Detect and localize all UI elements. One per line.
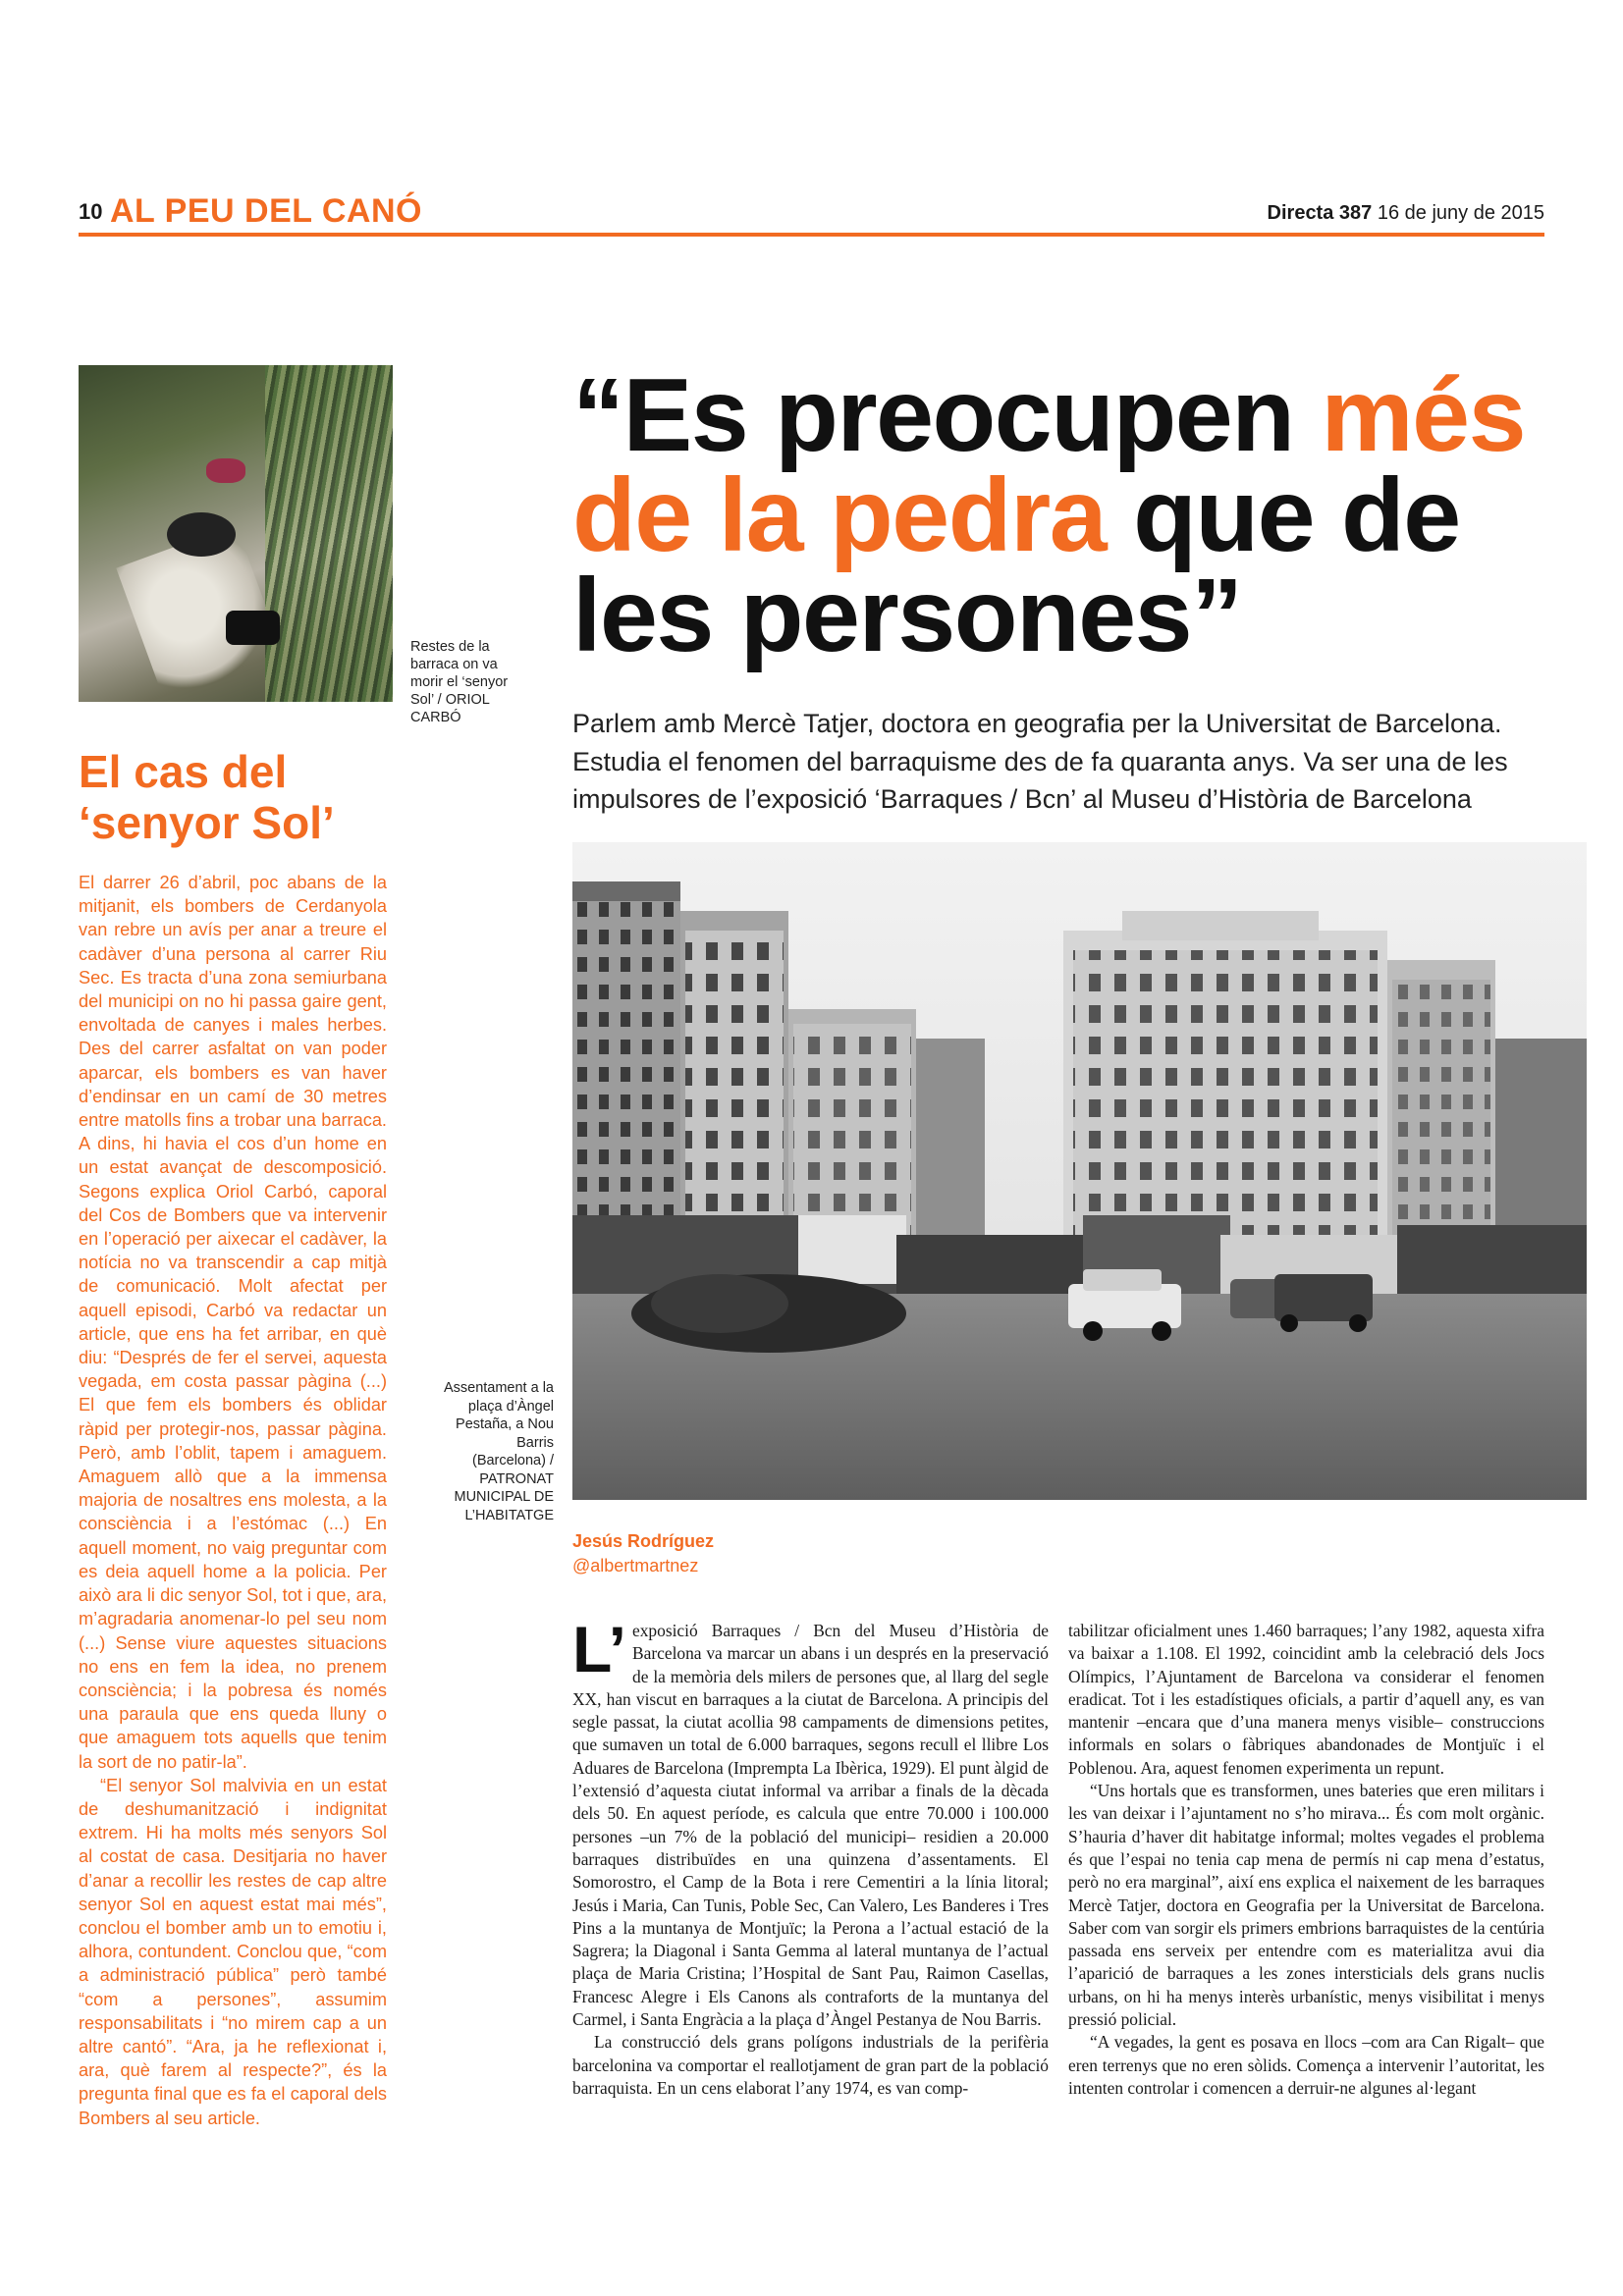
article-paragraph-text: exposició Barraques / Bcn del Museu d’Història de Barcelona va marcar un abans i un després en la preservació de la memòria dels milers de persones que, al llarg del segle XX, han viscut en barraques a la ciutat de Barcelona. A principis del segle passat, la ciutat acollia 98 campaments de dimensions petites, que sumaven un total de 6.000 barraques, segons recull el llibre Los Aduares de Barcelona (Imprempta La Ibèrica, 1929). El punt àlgid de l’extensió d’aquesta ciutat informal va arribar a finals de la dècada dels 50. En aquest període, es calcula que entre 70.000 i 100.000 persones –un 7% de la població del municipi– residien a 20.000 barraques distribuïdes en una quinzena d’assentaments. El Somorostro, el Camp de la Bota i rere Cementiri a la línia litoral; Jesús i Maria, Can Tunis, Poble Sec, Can Valero, Les Banderes i Tres Pins a la muntanya de Montjuïc; la Perona a l’actual estació de la Sagrera; la Diagonal i Santa Gemma al lateral muntanya de l’actual plaça de Maria Cristina; l’Hospital de Sant Pau, Raimon Casellas, Francesc Alegre i Els Canons als contraforts de la muntanya del Carmel, i Santa Engràcia a la plaça d’Àngel Pestanya de Nou Barris. bbox=[572, 1621, 1049, 2030]
side-article-title: El cas del ‘senyor Sol’ bbox=[79, 746, 335, 848]
page-number: 10 bbox=[79, 199, 103, 224]
side-paragraph: El darrer 26 d’abril, poc abans de la mitjanit, els bombers de Cerdanyola van rebre un avís per anar a treure el cadàver d’una persona al carrer Riu Sec. Es tracta d’una zona semiurbana del municipi on no hi passa gaire gent, envoltada de canyes i males herbes. Des del carrer asfaltat on van poder aparcar, els bombers es van haver d’endinsar en un camí de 30 metres entre matolls fins a trobar una barraca. A dins, hi havia el cos d’un home en un estat avançat de descomposició. Segons explica Oriol Carbó, caporal del Cos de Bombers que va intervenir en l’operació per aixecar el cadàver, la notícia no va transcendir a cap mitjà de comunicació. Molt afectat per aquell episodi, Carbó va redactar un article, que ens ha fet arribar, en què diu: “Després de fer el servei, aquesta vegada, em costa passar pàgina (...) El que fem els bombers és oblidar ràpid per protegir-nos, passar pàgina. Però, amb l’oblit, tapem i amaguem. Amaguem allò que a la immensa majoria de nosaltres ens molesta, a la consciència i a l’estómac (...) En aquell moment, no vaig preguntar com es deia aquell home a la policia. Per això ara li dic senyor Sol, tot i que, ara, m’agradaria anomenar-lo pel seu nom (...) Sense viure aquestes situacions no ens en fem la idea, no prenem consciència; i la pobresa és només una paraula que ens queda lluny o que amaguem tots aquells que tenim la sort de no patir-la”. bbox=[79, 873, 387, 1772]
author-name: Jesús Rodríguez bbox=[572, 1531, 715, 1551]
side-photo bbox=[79, 365, 393, 702]
publication-info bbox=[1268, 202, 1544, 225]
headline-part: “Es preocupen bbox=[572, 357, 1322, 473]
article-column-2 bbox=[1068, 1620, 1544, 2100]
side-article-body bbox=[79, 871, 387, 2130]
article-paragraph: “A vegades, la gent es posava en llocs –com ara Can Rigalt– que eren terrenys que no eren sòlids. Comença a intervenir l’autoritat, les intenten controlar i comencen a derruir-ne algunes al·legant bbox=[1068, 2032, 1544, 2098]
main-photo-caption: Assentament a la plaça d’Àngel Pestaña, a Nou Barris (Barcelona) / PATRONAT MUNICIPAL DE L’HABITATGE bbox=[443, 1380, 554, 1523]
article-paragraph: tabilitzar oficialment unes 1.460 barraques; l’any 1982, aquesta xifra va baixar a 1.108. El 1992, coincidint amb la celebració dels Jocs Olímpics, l’Ajuntament de Barcelona va considerar el fenomen eradicat. Tot i les estadístiques oficials, a partir d’aquell any, es van mantenir –encara que d’una manera menys visible– construccions informals en solars o fàbriques abandonades de Montjuïc i el Poblenou. Ara, aquest fenomen experimenta un repunt. bbox=[1068, 1621, 1544, 1778]
article-paragraph: “Uns hortals que es transformen, unes bateries que eren militars i les van deixar i l’ajuntament no s’ho mirava... És com molt orgànic. S’hauria d’haver dit habitatge informal; moltes vegades el problema és que l’espai no tenia cap mena de permís ni cap mena d’estatus, però no era marginal”, així ens explica el naixement de les barraques Mercè Tatjer, doctora en Geografia per la Universitat de Barcelona. Saber com van sorgir els primers embrions barraquistes de la centúria passada ens serveix per entendre com es materialitza avui dia l’aparició de barraques a les zones intersticials dels grans nuclis urbans, on hi ha menys interès urbanístic, menys visibilitat i menys pressió policial. bbox=[1068, 1781, 1544, 2030]
publication-date: 16 de juny de 2015 bbox=[1377, 202, 1544, 224]
article-paragraph: La construcció dels grans polígons industrials de la perifèria barcelonina va comportar el reallotjament de gran part de la població barraquista. En un cens elaborat l’any 1974, es van comp- bbox=[572, 2032, 1049, 2098]
side-paragraph: “El senyor Sol malvivia en un estat de deshumanització i indignitat extrem. Hi ha molts més senyors Sol al costat de casa. Desitjaria no haver d’anar a recollir les restes de cap altre senyor Sol en aquest estat mai més”, conclou el bomber amb un to emotiu i, alhora, contundent. Conclou que, “com a administració pública” però també “com a persones”, assumim responsabilitats i “no mirem cap a un altre cantó”. “Ara, ja he reflexionat i, ara, què farem al respecte?”, és la pregunta final que es fa el caporal dels Bombers al seu article. bbox=[79, 1775, 387, 2128]
author-handle: @albertmartnez bbox=[572, 1556, 699, 1575]
drop-cap: L’ bbox=[572, 1613, 627, 1685]
side-photo-caption: Restes de la barraca on va morir el ‘senyor Sol’ / ORIOL CARBÓ bbox=[410, 639, 509, 725]
article-column-1 bbox=[572, 1613, 1049, 2100]
section-title: AL PEU DEL CANÓ bbox=[110, 192, 422, 230]
standfirst: Parlem amb Mercè Tatjer, doctora en geografia per la Universitat de Barcelona. Estudia el fenomen del barraquisme des de fa quaranta anys. Va ser una de les impulsores de l’exposició ‘Barraques / Bcn’ al Museu d’Història de Barcelona bbox=[572, 709, 1508, 814]
main-photo bbox=[572, 842, 1587, 1500]
headline bbox=[572, 357, 1554, 673]
header-rule bbox=[79, 233, 1544, 237]
headline-highlight: més de la pedra bbox=[572, 357, 1526, 573]
headline-part: que de les persones” bbox=[572, 457, 1460, 673]
article-paragraph bbox=[572, 1613, 1049, 2031]
publication-name: Directa 387 bbox=[1267, 202, 1373, 224]
